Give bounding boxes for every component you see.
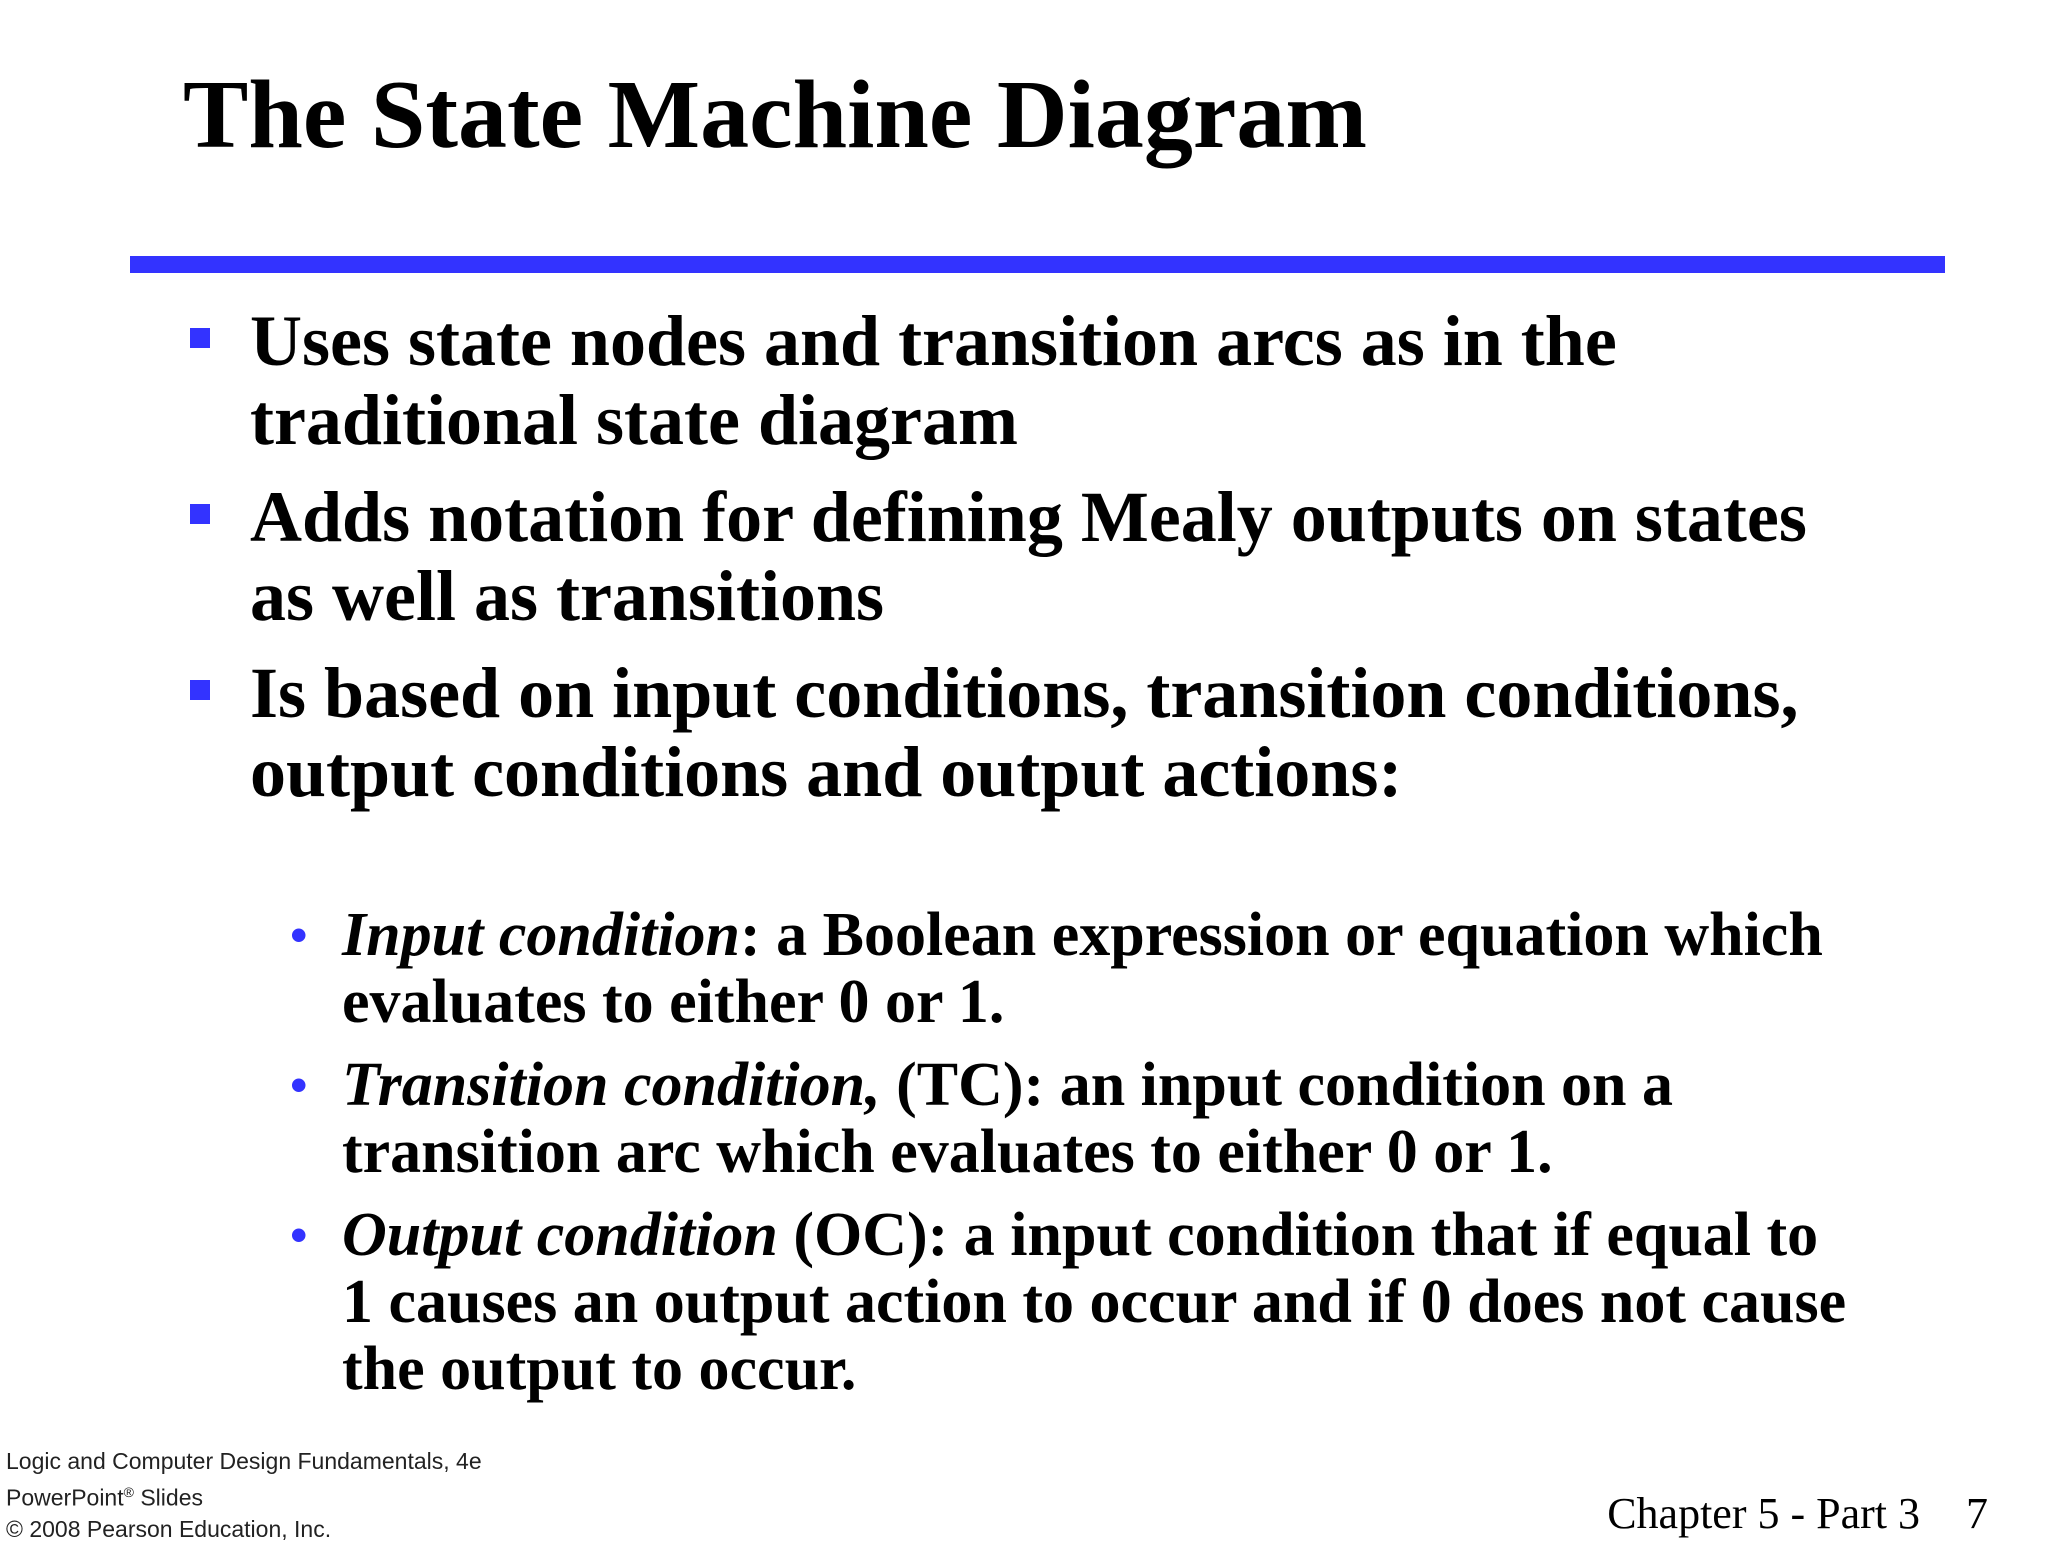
definition-term: Input condition — [342, 901, 740, 969]
definition-text: (TC): an input condition on a transition arc which evaluates to either 0 or 1. — [342, 1051, 1674, 1186]
copyright-notice: © 2008 Pearson Education, Inc. — [6, 1515, 332, 1542]
bullet-text: Uses state nodes and transition arcs as in the traditional state diagram — [250, 301, 1617, 460]
chapter-label: Chapter 5 - Part 3 — [1607, 1489, 1920, 1538]
publisher-footer — [6, 1446, 482, 1545]
bullet-text: Adds notation for defining Mealy outputs on states as well as transitions — [250, 477, 1807, 636]
round-bullet-icon: • — [290, 1207, 308, 1263]
sub-bullet-text — [342, 1052, 1852, 1186]
definition-text: : a Boolean expression or equation which evaluates to either 0 or 1. — [342, 901, 1823, 1036]
chapter-footer — [1607, 1490, 1988, 1538]
round-bullet-icon: • — [290, 907, 308, 963]
sub-bullet-text — [342, 1202, 1852, 1403]
square-bullet-icon — [190, 680, 210, 700]
definition-text: (OC): a input condition that if equal to 1 causes an output action to occur and if 0 does not cause the output to occur. — [342, 1201, 1847, 1403]
definition-term: Output condition — [342, 1201, 778, 1269]
slide-title: The State Machine Diagram — [183, 61, 1367, 169]
page-number: 7 — [1966, 1489, 1988, 1538]
square-bullet-icon — [190, 328, 210, 348]
round-bullet-icon: • — [290, 1057, 308, 1113]
title-divider — [130, 256, 1945, 273]
definition-term: Transition condition, — [342, 1051, 881, 1119]
slides-label: PowerPoint® Slides — [6, 1484, 203, 1511]
bullet-text: Is based on input conditions, transition conditions, output conditions and output actions: — [250, 653, 1799, 812]
book-title: Logic and Computer Design Fundamentals, 4e — [6, 1448, 482, 1474]
square-bullet-icon — [190, 504, 210, 524]
sub-bullet-text — [342, 902, 1852, 1036]
